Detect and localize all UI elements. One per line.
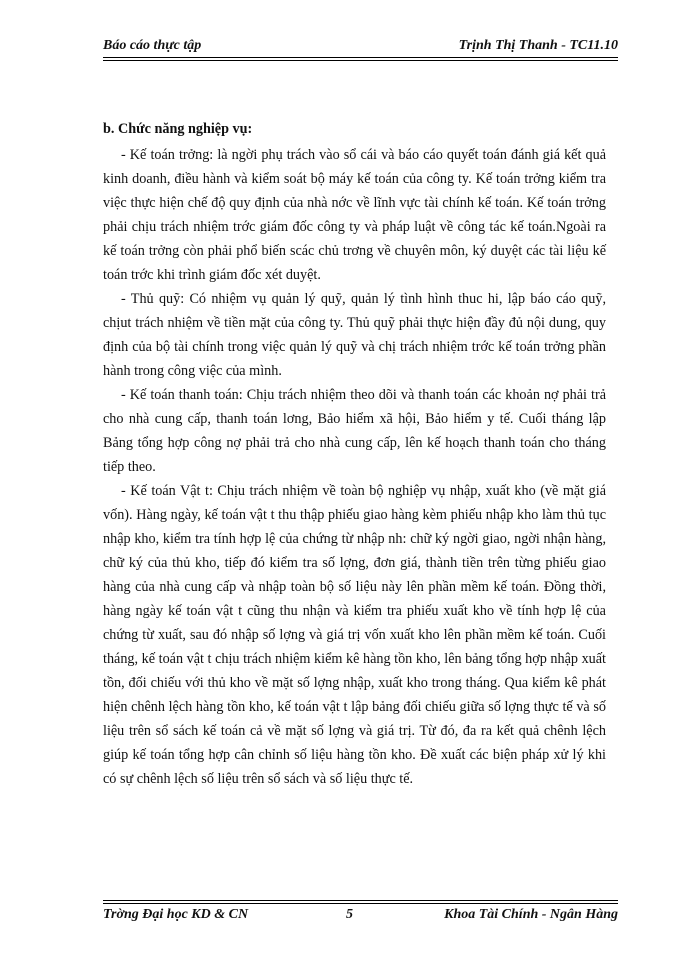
paragraph-materials-accountant: - Kế toán Vật t: Chịu trách nhiệm về toàn bộ nghiệp vụ nhập, xuất kho (về mặt giá vốn). Hàng ngày, kế toán vật t thu thập phiếu giao hàng kèm phiếu nhập kho làm thủ tục nhập kho, kiểm tra tính hợp lệ của chứng từ nhập nh: chữ ký ngời giao, ngời nhận hàng, chữ ký của thủ kho, tiếp đó kiểm tra số lợng, đơn giá, thành tiền trên từng phiếu giao hàng của nhà cung cấp và nhập toàn bộ số liệu này lên phần mềm kế toán. Đồng thời, hàng ngày kế toán vật t cũng thu nhận và kiểm tra phiếu xuất kho về tính hợp lệ của chứng từ xuất, sau đó nhập số lợng và giá trị vốn xuất kho lên phần mềm kế toán. Cuối tháng, kế toán vật t chịu trách nhiệm kiểm kê hàng tồn kho, lên bảng tổng hợp nhập xuất tồn, đối chiếu với thủ kho về mặt số lợng nhập, xuất kho trong tháng. Qua kiểm kê phát hiện chênh lệch hàng tồn kho, kế toán vật t lập bảng đối chiếu giữa số lợng thực tế và số liệu trên sổ sách kế toán cả về mặt số lợng và giá trị. Từ đó, đa ra kết quả chênh lệch giúp kế toán tổng hợp cân chỉnh số liệu hàng tồn kho. Đề xuất các biện pháp xử lý khi có sự chênh lệch số liệu trên sổ sách và số liệu thực tế.	[103, 483, 606, 787]
section-title: b. Chức năng nghiệp vụ:	[103, 121, 253, 137]
footer-university: Trờng Đại học KD & CN	[103, 907, 249, 922]
paragraph-cashier: - Thủ quỹ: Có nhiệm vụ quản lý quỹ, quản lý tình hình thuc hi, lập báo cáo quỹ, chịut trách nhiệm về tiền mặt của công ty. Thủ quỹ phải thực hiện đầy đủ nội dung, quy định của bộ tài chính trong việc quản lý quỹ và chị trách nhiệm trớc kế toán trởng phần hành trong công việc của mình.	[103, 291, 606, 379]
page-number: 5	[346, 907, 353, 922]
page-header	[103, 38, 618, 58]
page-footer	[103, 903, 618, 922]
header-report-title: Báo cáo thực tập	[103, 38, 202, 53]
footer-faculty: Khoa Tài Chính - Ngân Hàng	[444, 907, 618, 922]
header-author: Trịnh Thị Thanh - TC11.10	[458, 38, 618, 53]
paragraph-payment-accountant: - Kế toán thanh toán: Chịu trách nhiệm theo dõi và thanh toán các khoản nợ phải trả cho nhà cung cấp, thanh toán lơng, Bảo hiểm xã hội, Bảo hiểm y tế. Cuối tháng lập Bảng tổng hợp công nợ phải trả cho nhà cung cấp, lên kế hoạch thanh toán cho tháng tiếp theo.	[103, 387, 606, 475]
document-body	[103, 117, 606, 791]
paragraph-chief-accountant: - Kế toán trởng: là ngời phụ trách vào sổ cái và báo cáo quyết toán đánh giá kết quả kinh doanh, điều hành và kiểm soát bộ máy kế toán của công ty. Kế toán trởng kiểm tra việc thực hiện chế độ quy định của nhà nớc về lĩnh vực tài chính kế toán. Kế toán trởng phải chịu trách nhiệm trớc giám đốc công ty và pháp luật về công tác kế toán.Ngoài ra kế toán trởng còn phải phổ biến scác chủ trơng về chuyên môn, ký duyệt các tài liệu kế toán trớc khi trình giám đốc xét duyệt.	[103, 147, 606, 283]
